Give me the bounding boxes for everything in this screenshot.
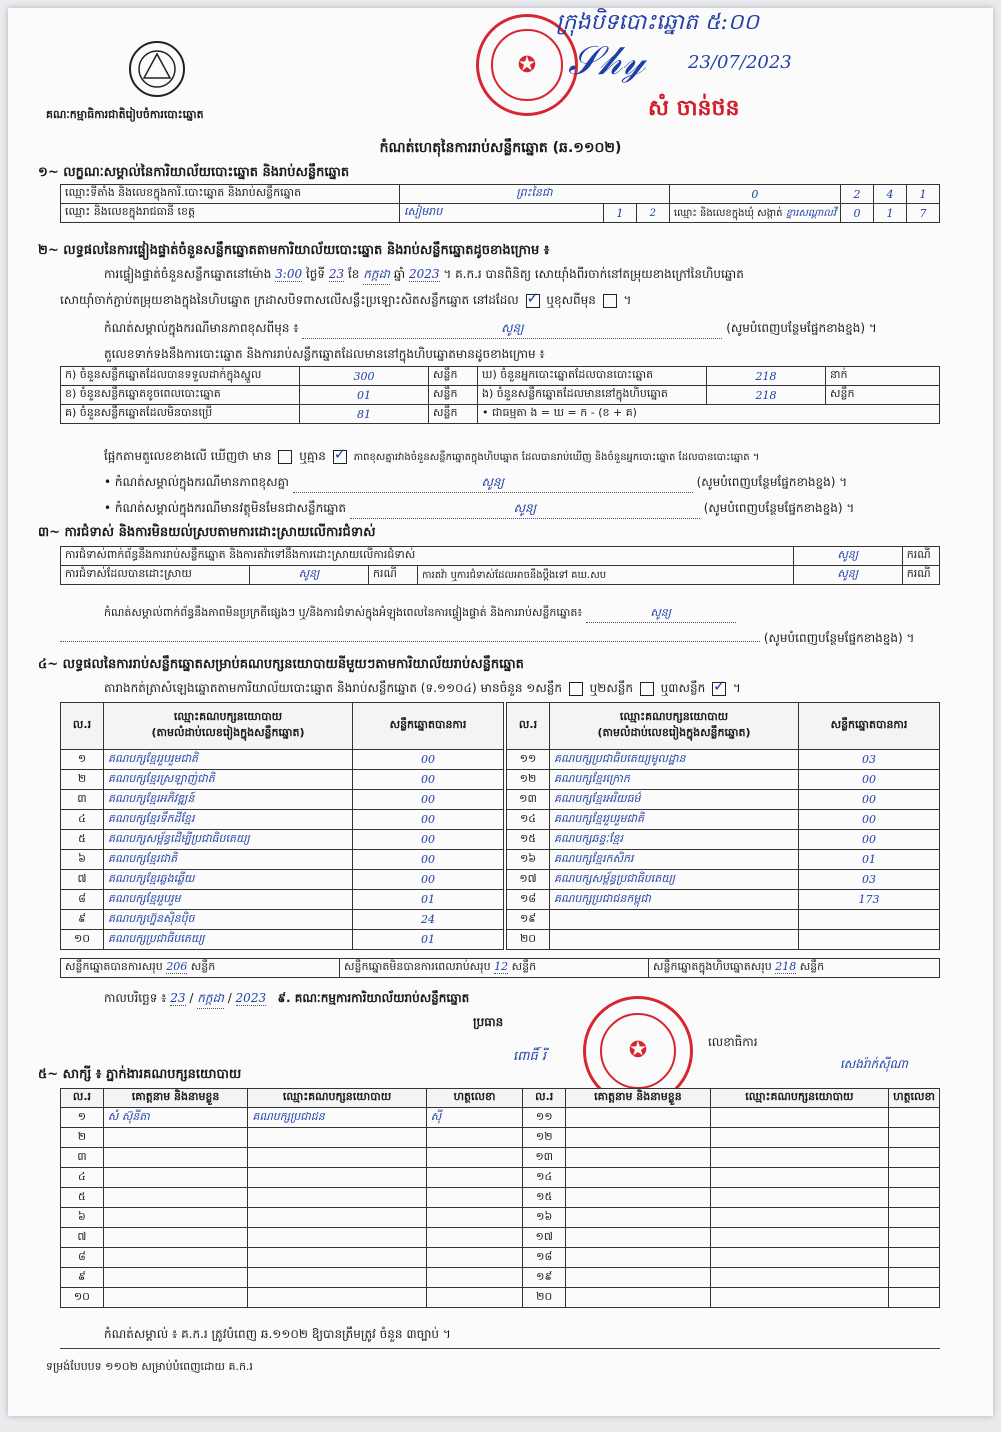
witness-party — [710, 1168, 888, 1188]
witness-name — [566, 1168, 711, 1188]
witness-signature — [889, 1108, 940, 1128]
witness-number: ៣ — [61, 1148, 104, 1168]
party-number: ២ — [61, 770, 104, 790]
party-votes: 03 — [799, 870, 940, 890]
witness-number: ១៩ — [523, 1268, 566, 1288]
signing-date: កាលបរិច្ឆេទ ៖ 23 / កក្កដា / 2023 ៩. គណៈកម្មការការិយាល័យរាប់សន្លឹកឆ្នោត — [104, 990, 469, 1009]
discrepancy-no-checkbox[interactable] — [333, 450, 347, 464]
witness-signature — [889, 1168, 940, 1188]
witness-name — [566, 1108, 711, 1128]
party-number: ៥ — [61, 830, 104, 850]
committee-name: គណៈកម្មាធិការជាតិរៀបចំការបោះឆ្នោត — [46, 108, 204, 121]
commune-code-2: 1 — [874, 204, 907, 223]
party-votes: 00 — [353, 850, 504, 870]
chair-name: ពោធិ៍ រី — [513, 1049, 547, 1064]
verification-month: កក្កដា — [363, 266, 390, 285]
province-value: សៀមរាប — [400, 204, 604, 223]
footnote: កំណត់សម្គាល់ ៖ គ.ក.រ ត្រូវបំពេញ ឆ.១១០២ ឱ្យបានត្រឹមត្រូវ ចំនួន ៣ច្បាប់ ។ — [104, 1327, 451, 1341]
witness-number: ៧ — [61, 1228, 104, 1248]
witness-party — [248, 1148, 426, 1168]
party-name: គណបក្សខ្មែរអរិយធម៌ — [550, 790, 799, 810]
figures-row: ក) ចំនួនសន្លឹកឆ្នោតដែលបានទទួលដាក់ក្នុងស្នួល 300 សន្លឹក ឃ) ចំនួនអ្នកបោះឆ្នោតដែលបានបោះឆ្នោត 218 នាក់ — [61, 367, 940, 386]
commune-value: ខ្នារសណ្តាលវី — [785, 207, 836, 219]
seal-line: សោយ៉ាំចាក់ភ្ជាប់តម្រុយខាងក្នុងនៃហិបឆ្នោត ក្រដាសបិទពាសលើសន្លឹះប្រឡោះសិតសន្លឹកឆ្នោត នៅដដែល ✓ ឬខុសពីមុន ។ — [60, 292, 631, 310]
party-votes: 00 — [353, 750, 504, 770]
witness-signature — [426, 1288, 523, 1308]
witness-party — [710, 1268, 888, 1288]
sheets-1-checkbox[interactable] — [569, 682, 583, 696]
witness-number: ១៨ — [523, 1248, 566, 1268]
witness-party — [248, 1168, 426, 1188]
emblem-icon — [126, 38, 188, 100]
witness-number: ១៥ — [523, 1188, 566, 1208]
witness-party — [248, 1248, 426, 1268]
party-number: ៣ — [61, 790, 104, 810]
witness-name — [566, 1148, 711, 1168]
witness-number: ១២ — [523, 1128, 566, 1148]
party-votes: 24 — [353, 910, 504, 930]
witness-row — [61, 1248, 940, 1268]
witness-row — [61, 1108, 940, 1128]
foreign-object-value: សូន្យ — [350, 500, 700, 519]
party-row — [507, 830, 940, 850]
section-2-title: ២~ លទ្ធផលនៃការផ្ទៀងផ្ទាត់ចំនួនសន្លឹកឆ្នោតតាមការិយាល័យបោះឆ្នោត និងរាប់សន្លឹកឆ្នោតដូចខាងក្រោម ៖ — [38, 243, 550, 258]
witness-name — [566, 1268, 711, 1288]
party-votes: 00 — [353, 790, 504, 810]
party-name — [550, 910, 799, 930]
party-number: ១១ — [507, 750, 550, 770]
witness-name — [103, 1168, 248, 1188]
witness-name — [103, 1288, 248, 1308]
party-row — [61, 750, 504, 770]
office-code-2: 2 — [841, 185, 874, 204]
sheets-line: តារាងកត់ត្រាសំឡេងឆ្នោតតាមការិយាល័យបោះឆ្នោត និងរាប់សន្លឹកឆ្នោត (ទ.១១០៤) មានចំនួន ១សន្លឹក ឬ២សន្លឹក ឬ៣សន្លឹក ✓ ។ — [104, 680, 741, 698]
party-votes: 01 — [353, 930, 504, 950]
ballot-count-report — [8, 8, 993, 1416]
party-row — [61, 770, 504, 790]
witness-name — [103, 1148, 248, 1168]
party-number: ១៩ — [507, 910, 550, 930]
party-number: ១៥ — [507, 830, 550, 850]
witness-signature — [426, 1248, 523, 1268]
party-votes: 00 — [353, 810, 504, 830]
seal-changed-checkbox[interactable] — [603, 294, 617, 308]
party-votes: 00 — [799, 830, 940, 850]
witness-number: ៥ — [61, 1188, 104, 1208]
witness-party — [248, 1268, 426, 1288]
witness-party — [248, 1188, 426, 1208]
witness-signature — [426, 1228, 523, 1248]
witness-name — [566, 1128, 711, 1148]
party-row — [61, 830, 504, 850]
party-number: ១០ — [61, 930, 104, 950]
party-number: ១២ — [507, 770, 550, 790]
annotation-time: ក្រុងបិទបោះឆ្នោត ៥:០០ — [556, 10, 760, 35]
witness-party — [710, 1188, 888, 1208]
party-number: ៩ — [61, 910, 104, 930]
witness-signature — [889, 1288, 940, 1308]
office-code-1: 0 — [669, 185, 840, 204]
party-name: គណបក្សប្រជាជនកម្ពុជា — [550, 890, 799, 910]
witness-signature — [426, 1268, 523, 1288]
witness-signature: ស៊ី — [426, 1108, 523, 1128]
party-name: គណបក្សខ្មែរក្រោក — [550, 770, 799, 790]
witness-number: ១០ — [61, 1288, 104, 1308]
party-votes: 173 — [799, 890, 940, 910]
party-name: គណបក្សប្រជាធិបតេយ្យ — [104, 930, 353, 950]
witness-number: ២ — [61, 1128, 104, 1148]
figures-row: ខ) ចំនួនសន្លឹកឆ្នោតខូចពេលបោះឆ្នោត 01 សន្លឹក ង) ចំនួនសន្លឹកឆ្នោតដែលមាននៅក្នុងហិបឆ្នោត 218 សន្លឹក — [61, 386, 940, 405]
party-name: គណបក្សសម្ព័ន្ធប្រជាធិបតេយ្យ — [550, 870, 799, 890]
witness-name — [103, 1188, 248, 1208]
party-row — [61, 910, 504, 930]
invalid-total-value: 12 — [494, 960, 509, 973]
party-votes: 00 — [353, 830, 504, 850]
valid-total-value: 206 — [166, 960, 188, 973]
witness-number: ១៦ — [523, 1208, 566, 1228]
voters-value: 218 — [707, 367, 826, 386]
section-5-title: ៥~ សាក្សី ៖ ភ្នាក់ងារគណបក្សនយោបាយ — [38, 1067, 242, 1082]
party-row — [507, 890, 940, 910]
party-row — [507, 790, 940, 810]
witness-name — [103, 1128, 248, 1148]
party-row — [507, 910, 940, 930]
sheets-2-checkbox[interactable] — [640, 682, 654, 696]
province-code-2: 2 — [636, 204, 669, 223]
party-votes: 00 — [353, 870, 504, 890]
witness-number: ១ — [61, 1108, 104, 1128]
party-row — [61, 870, 504, 890]
witness-name — [566, 1228, 711, 1248]
witness-row — [61, 1188, 940, 1208]
commune-code-3: 7 — [907, 204, 940, 223]
verification-time: 3:00 — [275, 267, 303, 281]
stamp-emblem-icon: ✪ — [600, 1013, 677, 1090]
secretary-label: លេខាធិការ — [708, 1035, 758, 1049]
witness-signature — [426, 1148, 523, 1168]
objections-table: ការជំទាស់ពាក់ព័ន្ធនឹងការរាប់សន្លឹកឆ្នោត និងការតវ៉ាទៅនឹងការដោះស្រាយលើការជំទាស់ សូន្យ ករណី ការជំទាស់ដែលបានដោះស្រាយ សូន្យ ករណី ការតវ៉ា ឬការជំទាស់ដែលអាចនឹងប្ដឹងទៅ គឃ.សប សូន្យ ករណី — [60, 546, 940, 585]
office-code-3: 4 — [874, 185, 907, 204]
witness-party — [710, 1208, 888, 1228]
witness-name — [566, 1288, 711, 1308]
verification-day: 23 — [328, 267, 345, 281]
secretary-name: សេងរ៉ាក់ស៊ីណា — [840, 1057, 908, 1071]
party-row — [507, 770, 940, 790]
witness-number: ១៧ — [523, 1228, 566, 1248]
witness-number: ៦ — [61, 1208, 104, 1228]
witness-party — [710, 1248, 888, 1268]
party-row — [61, 890, 504, 910]
witness-signature — [426, 1168, 523, 1188]
party-row — [507, 810, 940, 830]
discrepancy-yes-checkbox[interactable] — [278, 450, 292, 464]
party-votes: 00 — [799, 810, 940, 830]
office-label: ឈ្មោះទីតាំង និងលេខក្នុងការិ.បោះឆ្នោត និងរាប់សន្លឹកឆ្នោត — [61, 185, 400, 204]
witness-signature — [889, 1268, 940, 1288]
party-number: ១៤ — [507, 810, 550, 830]
party-name: គណបក្សឆន្ទៈខ្មែរ — [550, 830, 799, 850]
signature-top: 𝒮𝒽𝓎 — [568, 38, 646, 84]
witness-table: ល.រ គោត្តនាម និងនាមខ្លួន ឈ្មោះគណបក្សនយោបាយ ហត្ថលេខា ល.រ គោត្តនាម និងនាមខ្លួន ឈ្មោះគណបក្សនយោបាយ ហត្ថលេខា ១ សំ ស៊ុនីតា គណបក្សប្រជាជន ស៊ី ១១ ២ ១២ ៣ ១៣ ៤ ១៤ ៥ ១៥ ៦ ១៦ ៧ ១៧ ៨ ១៨ ៩ ១៩ ១០ ២០ — [60, 1088, 940, 1308]
sheets-3-checkbox[interactable] — [712, 682, 726, 696]
appeal-value: សូន្យ — [793, 566, 902, 585]
seal-note-value: សូន្យ — [302, 320, 722, 339]
discrepancy-line: ផ្អែកតាមតួលេខខាងលើ ឃើញថា មាន ឬគ្មាន ✓ ភាពខុសគ្នារវាងចំនួនសន្លឹកឆ្នោតក្នុងហិបឆ្នោត ដែលបានរាប់ឃើញ និងចំនួនអ្នកបោះឆ្នោត ដែលបានបោះឆ្នោត ។ — [104, 448, 759, 466]
commune-code-1: 0 — [841, 204, 874, 223]
party-number: ៧ — [61, 870, 104, 890]
seal-same-checkbox[interactable] — [526, 294, 540, 308]
figures-row: គ) ចំនួនសន្លឹកឆ្នោតដែលមិនបានប្រើ 81 សន្លឹក • ជាធម្មតា ង = ឃ = ក - (ខ + គ) — [61, 405, 940, 424]
party-number: ៤ — [61, 810, 104, 830]
witness-row — [61, 1168, 940, 1188]
witness-name — [103, 1208, 248, 1228]
witness-party — [248, 1228, 426, 1248]
party-name: គណបក្សខ្មែររួបរួម — [104, 890, 353, 910]
form-title: កំណត់ហេតុនៃការរាប់សន្លឹកឆ្នោត (ឆ.១១០២) — [379, 140, 622, 156]
witness-number: ១១ — [523, 1108, 566, 1128]
witness-name — [566, 1248, 711, 1268]
discrepancy-note: • កំណត់សម្គាល់ក្នុងករណីមានភាពខុសគ្នា សូន្យ (សូមបំពេញបន្ថែមផ្នែកខាងខ្នង) ។ — [104, 474, 847, 493]
office-value: ព្រះនៃជា — [400, 185, 670, 204]
party-number: ១៦ — [507, 850, 550, 870]
witness-row — [61, 1148, 940, 1168]
witness-name: សំ ស៊ុនីតា — [103, 1108, 248, 1128]
objections-value: សូន្យ — [793, 547, 902, 566]
witness-signature — [426, 1128, 523, 1148]
witness-number: ២០ — [523, 1288, 566, 1308]
verification-line: ការផ្ទៀងផ្ទាត់ចំនួនសន្លឹកឆ្នោតនៅម៉ោង 3:00 ថ្ងៃទី 23 ខែ កក្កដា ឆ្នាំ 2023 ។ គ.ក.រ បានពិនិត្យ សោយ៉ាំងពីរចាក់នៅតម្រុយខាងក្រៅនៃហិបឆ្នោត — [104, 266, 744, 285]
party-name: គណបក្សខ្មែរទឹកដីខ្មែរ — [104, 810, 353, 830]
witness-name — [566, 1188, 711, 1208]
witness-name — [103, 1248, 248, 1268]
votes-table-right: ល.រ ឈ្មោះគណបក្សនយោបាយ (តាមលំដាប់លេខរៀងក្នុងសន្លឹកឆ្នោត) សន្លឹកឆ្នោតបានការ ១១ គណបក្សប្រជាធិបតេយ្យមូលដ្ឋាន 03 ១២ គណបក្សខ្មែរក្រោក 00 ១៣ គណបក្សខ្មែរអរិយធម៌ 00 ១៤ គណបក្សខ្មែររួបរួមជាតិ 00 ១៥ គណបក្សឆន្ទៈខ្មែរ 00 ១៦ គណបក្សខ្មែរកសិករ 01 ១៧ គណបក្សសម្ព័ន្ធប្រជាធិបតេយ្យ 03 ១៨ គណបក្សប្រជាជនកម្ពុជា 173 ១៩ ២០ — [506, 702, 940, 950]
irregularity-note: កំណត់សម្គាល់ពាក់ព័ន្ធនឹងភាពមិនប្រក្រតីផ្សេងៗ ឬ/និងការជំទាស់ក្នុងអំឡុងពេលនៃការផ្ទៀងផ្ទាត់ និងការរាប់សន្លឹកឆ្នោត៖ សូន្យ — [104, 606, 736, 623]
chair-label: ប្រធាន — [473, 1015, 504, 1029]
section-1-table — [60, 184, 940, 223]
annotation-red-name: សំ ចាន់ថន — [648, 96, 740, 121]
witness-party — [710, 1228, 888, 1248]
resolved-value: សូន្យ — [250, 566, 369, 585]
section-3-title: ៣~ ការជំទាស់ និងការមិនយល់ស្របតាមការដោះស្រាយលើការជំទាស់ — [38, 525, 376, 540]
party-votes — [799, 910, 940, 930]
witness-signature — [889, 1228, 940, 1248]
section-1-title: ១~ លក្ខណៈសម្គាល់នៃការិយាល័យបោះឆ្នោត និងរាប់សន្លឹកឆ្នោត — [38, 165, 350, 180]
party-number: ៦ — [61, 850, 104, 870]
party-votes — [799, 930, 940, 950]
box-ballots-value: 218 — [707, 386, 826, 405]
witness-signature — [889, 1188, 940, 1208]
witness-name — [566, 1208, 711, 1228]
witness-party — [248, 1128, 426, 1148]
section-4-title: ៤~ លទ្ធផលនៃការរាប់សន្លឹកឆ្នោតសម្រាប់គណបក្សនយោបាយនីមួយៗតាមការិយាល័យរាប់សន្លឹកឆ្នោត — [38, 657, 524, 672]
party-votes: 01 — [799, 850, 940, 870]
party-row — [507, 850, 940, 870]
party-votes: 00 — [353, 770, 504, 790]
witness-row — [61, 1208, 940, 1228]
received-ballots-value: 300 — [300, 367, 429, 386]
party-number: ៨ — [61, 890, 104, 910]
stamp-emblem-icon: ✪ — [491, 29, 562, 100]
party-number: ១៣ — [507, 790, 550, 810]
witness-party — [710, 1288, 888, 1308]
party-row — [507, 930, 940, 950]
party-votes: 03 — [799, 750, 940, 770]
discrepancy-note-value: សូន្យ — [293, 474, 693, 493]
witness-row — [61, 1228, 940, 1248]
party-row — [507, 750, 940, 770]
party-name: គណបក្សខ្មែរអភិវឌ្ឍន៍ — [104, 790, 353, 810]
party-row — [61, 810, 504, 830]
party-name: គណបក្សខ្មែរឆ្លងឆ្លើយ — [104, 870, 353, 890]
signing-month: កក្កដា — [197, 990, 224, 1009]
figures-table — [60, 366, 940, 424]
witness-party — [248, 1288, 426, 1308]
irregularity-fill: (សូមបំពេញបន្ថែមផ្នែកខាងខ្នង) ។ — [60, 630, 914, 648]
witness-party — [710, 1108, 888, 1128]
party-row — [61, 930, 504, 950]
party-number: ១៨ — [507, 890, 550, 910]
signing-day: 23 — [170, 991, 186, 1005]
party-name: គណបក្សសម្ព័ន្ធដើម្បីប្រជាធិបតេយ្យ — [104, 830, 353, 850]
unused-ballots-value: 81 — [300, 405, 429, 424]
party-name — [550, 930, 799, 950]
witness-signature — [889, 1128, 940, 1148]
totals-table: សន្លឹកឆ្នោតបានការសរុប 206 សន្លឹក សន្លឹកឆ្នោតមិនបានការពេលរាប់សរុប 12 សន្លឹក សន្លឹកឆ្នោតក្នុងហិបឆ្នោតសរុប 218 សន្លឹក — [60, 958, 940, 978]
signing-year: 2023 — [235, 991, 267, 1005]
party-name: គណបក្សខ្មែររួបរួមជាតិ — [104, 750, 353, 770]
party-votes: 00 — [799, 790, 940, 810]
office-code-4: 1 — [907, 185, 940, 204]
votes-table-left: ល.រ ឈ្មោះគណបក្សនយោបាយ (តាមលំដាប់លេខរៀងក្នុងសន្លឹកឆ្នោត) សន្លឹកឆ្នោតបានការ ១ គណបក្សខ្មែររួបរួមជាតិ 00 ២ គណបក្សខ្មែរស្រឡាញ់ជាតិ 00 ៣ គណបក្សខ្មែរអភិវឌ្ឍន៍ 00 ៤ គណបក្សខ្មែរទឹកដីខ្មែរ 00 ៥ គណបក្សសម្ព័ន្ធដើម្បីប្រជាធិបតេយ្យ 00 ៦ គណបក្សខ្មែរជាតិ 00 ៧ គណបក្សខ្មែរឆ្លងឆ្លើយ 00 ៨ គណបក្សខ្មែររួបរួម 01 ៩ គណបក្សហ្វ៊ុនស៊ិនប៉ិច 24 ១០ គណបក្សប្រជាធិបតេយ្យ 01 — [60, 702, 504, 950]
party-number: ១៧ — [507, 870, 550, 890]
witness-party: គណបក្សប្រជាជន — [248, 1108, 426, 1128]
party-name: គណបក្សខ្មែរជាតិ — [104, 850, 353, 870]
party-name: គណបក្សហ្វ៊ុនស៊ិនប៉ិច — [104, 910, 353, 930]
witness-signature — [426, 1208, 523, 1228]
witness-number: ១៣ — [523, 1148, 566, 1168]
party-name: គណបក្សប្រជាធិបតេយ្យមូលដ្ឋាន — [550, 750, 799, 770]
witness-number: ៩ — [61, 1268, 104, 1288]
witness-party — [710, 1128, 888, 1148]
party-name: គណបក្សខ្មែរស្រឡាញ់ជាតិ — [104, 770, 353, 790]
witness-signature — [889, 1248, 940, 1268]
witness-number: ៨ — [61, 1248, 104, 1268]
province-label: ឈ្មោះ និងលេខក្នុងរាជធានី ខេត្ត — [61, 204, 400, 223]
spoiled-ballots-value: 01 — [300, 386, 429, 405]
foreign-object-note: • កំណត់សម្គាល់ក្នុងករណីមានវត្ថុមិនមែនជាសន្លឹកឆ្នោត សូន្យ (សូមបំពេញបន្ថែមផ្នែកខាងខ្នង) ។ — [104, 500, 854, 519]
party-name: គណបក្សខ្មែរកសិករ — [550, 850, 799, 870]
party-row — [61, 790, 504, 810]
witness-name — [103, 1228, 248, 1248]
witness-signature — [889, 1208, 940, 1228]
party-votes: 01 — [353, 890, 504, 910]
party-number: ២០ — [507, 930, 550, 950]
seal-note: កំណត់សម្គាល់ក្នុងករណីមានភាពខុសពីមុន ៖ សូន្យ (សូមបំពេញបន្ថែមផ្នែកខាងខ្នង) ។ — [104, 320, 877, 339]
form-footer: ទម្រង់បែបបទ ១១០២ សម្រាប់បំពេញដោយ គ.ក.រ — [46, 1360, 253, 1373]
party-row — [507, 870, 940, 890]
figures-intro: តួលេខទាក់ទងនឹងការបោះឆ្នោត និងការរាប់សន្លឹកឆ្នោតដែលមាននៅក្នុងហិបឆ្នោតមានដូចខាងក្រោម ៖ — [104, 347, 545, 361]
province-code-1: 1 — [603, 204, 636, 223]
witness-signature — [889, 1148, 940, 1168]
party-votes: 00 — [799, 770, 940, 790]
party-name: គណបក្សខ្មែររួបរួមជាតិ — [550, 810, 799, 830]
witness-number: ៤ — [61, 1168, 104, 1188]
witness-number: ១៤ — [523, 1168, 566, 1188]
commune-label: ឈ្មោះ និងលេខក្នុងឃុំ សង្កាត់ ខ្នារសណ្តាលវី — [669, 204, 840, 223]
irregularity-value: សូន្យ — [586, 606, 736, 623]
verification-year: 2023 — [408, 267, 440, 281]
witness-name — [103, 1268, 248, 1288]
witness-party — [248, 1208, 426, 1228]
witness-row — [61, 1128, 940, 1148]
annotation-date: 23/07/2023 — [688, 52, 792, 73]
witness-row — [61, 1288, 940, 1308]
party-row — [61, 850, 504, 870]
witness-row — [61, 1268, 940, 1288]
party-number: ១ — [61, 750, 104, 770]
witness-party — [710, 1148, 888, 1168]
witness-signature — [426, 1188, 523, 1208]
box-total-value: 218 — [775, 960, 797, 973]
